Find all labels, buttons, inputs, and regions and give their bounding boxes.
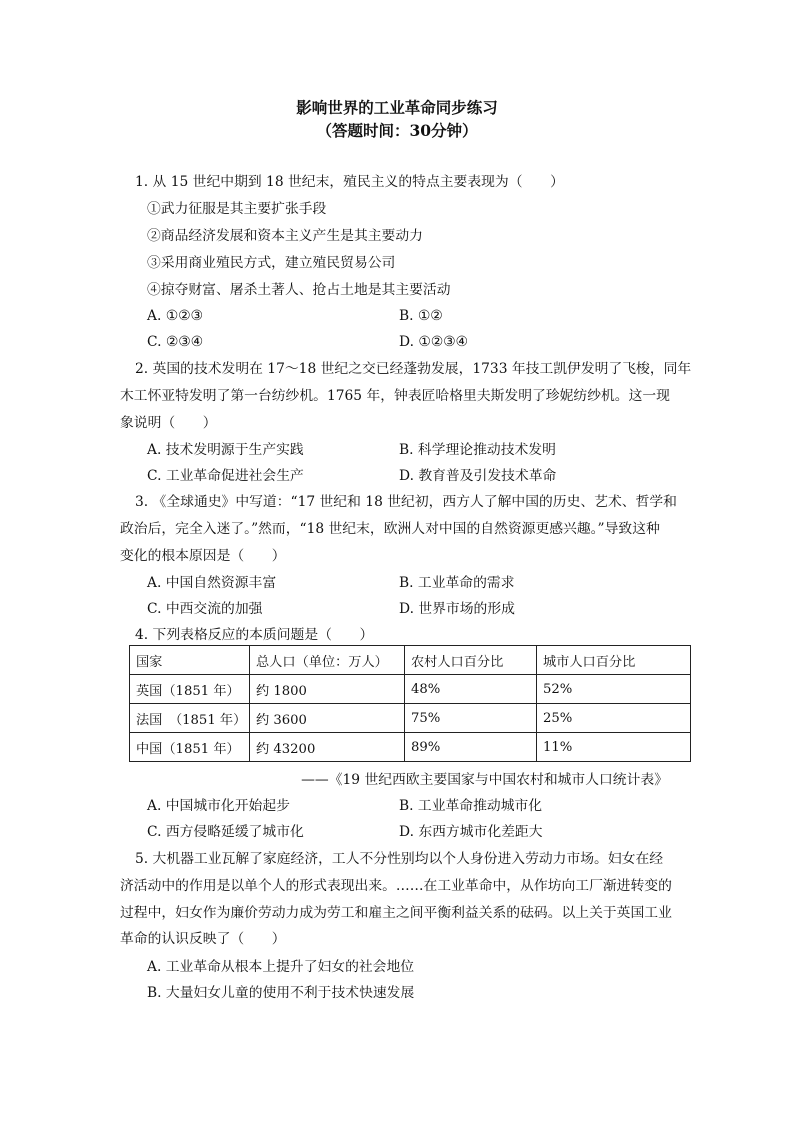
table-cell: 25% [537,704,691,733]
table-cell: 约 43200 [250,733,405,762]
table-cell: 11% [537,733,691,762]
q2-option-d: D. 教育普及引发技术革命 [399,468,557,484]
q2-line: 木工怀亚特发明了第一台纺纱机。1765 年，钟表匠哈格里夫斯发明了珍妮纺纱机。这一现 [120,388,670,404]
q2-line: 2. 英国的技术发明在 17～18 世纪之交已经蓬勃发展，1733 年技工凯伊发明了飞梭，同年 [135,361,692,377]
table-cell: 法国 （1851 年） [130,704,250,733]
q1-option-d: D. ①②③④ [399,334,468,350]
q3-option-c: C. 中西交流的加强 [147,601,263,617]
q3-option-d: D. 世界市场的形成 [399,601,515,617]
q1-item: ③采用商业殖民方式，建立殖民贸易公司 [147,255,396,271]
table-row [130,704,691,733]
q1-item: ①武力征服是其主要扩张手段 [147,201,327,217]
q4-option-a: A. 中国城市化开始起步 [147,798,290,814]
q3-option-a: A. 中国自然资源丰富 [147,575,277,591]
q5-line: 济活动中的作用是以单个人的形式表现出来。……在工业革命中，从作坊向工厂渐进转变的 [120,878,672,894]
q5-line: 革命的认识反映了（ ） [120,931,286,947]
q1-option-c: C. ②③④ [147,334,203,350]
q2-option-a: A. 技术发明源于生产实践 [147,442,304,458]
table-cell: 48% [405,675,537,704]
table-row [130,675,691,704]
q2-line: 象说明（ ） [120,415,217,431]
q2-option-b: B. 科学理论推动技术发明 [399,442,556,458]
q4-stem: 4. 下列表格反应的本质问题是（ ） [135,627,374,643]
page-subtitle: （答题时间：30分钟） [316,121,478,140]
q1-option-a: A. ①②③ [147,308,203,324]
q5-line: 过程中，妇女作为廉价劳动力成为劳工和雇主之间平衡利益关系的砝码。以上关于英国工业 [120,905,672,921]
q3-line: 3. 《全球通史》中写道：“17 世纪和 18 世纪初，西方人了解中国的历史、艺术、哲学和 [135,494,677,510]
table-header: 总人口（单位：万人） [250,646,405,675]
table-header: 城市人口百分比 [537,646,691,675]
q3-line: 政治后，完全入迷了。”然而，“18 世纪末，欧洲人对中国的自然资源更感兴趣。”导致这种 [120,521,660,537]
table-cell: 中国（1851 年） [130,733,250,762]
q5-option-a: A. 工业革命从根本上提升了妇女的社会地位 [147,959,415,975]
table-source: ——《19 世纪西欧主要国家与中国农村和城市人口统计表》 [301,772,668,788]
table-row [130,733,691,762]
q1-item: ④掠夺财富、屠杀土著人、抢占土地是其主要活动 [147,282,451,298]
q3-line: 变化的根本原因是（ ） [120,548,286,564]
q5-line: 5. 大机器工业瓦解了家庭经济，工人不分性别均以个人身份进入劳动力市场。妇女在经 [135,851,664,867]
q1-item: ②商品经济发展和资本主义产生是其主要动力 [147,228,423,244]
table-cell: 约 1800 [250,675,405,704]
table-header: 农村人口百分比 [405,646,537,675]
table-cell: 52% [537,675,691,704]
population-table [129,645,691,762]
q5-option-b: B. 大量妇女儿童的使用不利于技术快速发展 [147,985,415,1001]
table-cell: 约 3600 [250,704,405,733]
table-cell: 75% [405,704,537,733]
table-header: 国家 [130,646,250,675]
page-title: 影响世界的工业革命同步练习 [296,98,498,117]
q1-stem: 1. 从 15 世纪中期到 18 世纪末，殖民主义的特点主要表现为（ ） [135,174,564,190]
q3-option-b: B. 工业革命的需求 [399,575,515,591]
table-header-row [130,646,691,675]
q2-option-c: C. 工业革命促进社会生产 [147,468,304,484]
q1-option-b: B. ①② [399,308,443,324]
table-cell: 英国（1851 年） [130,675,250,704]
q4-option-c: C. 西方侵略延缓了城市化 [147,824,304,840]
q4-option-d: D. 东西方城市化差距大 [399,824,543,840]
q4-option-b: B. 工业革命推动城市化 [399,798,543,814]
table-cell: 89% [405,733,537,762]
